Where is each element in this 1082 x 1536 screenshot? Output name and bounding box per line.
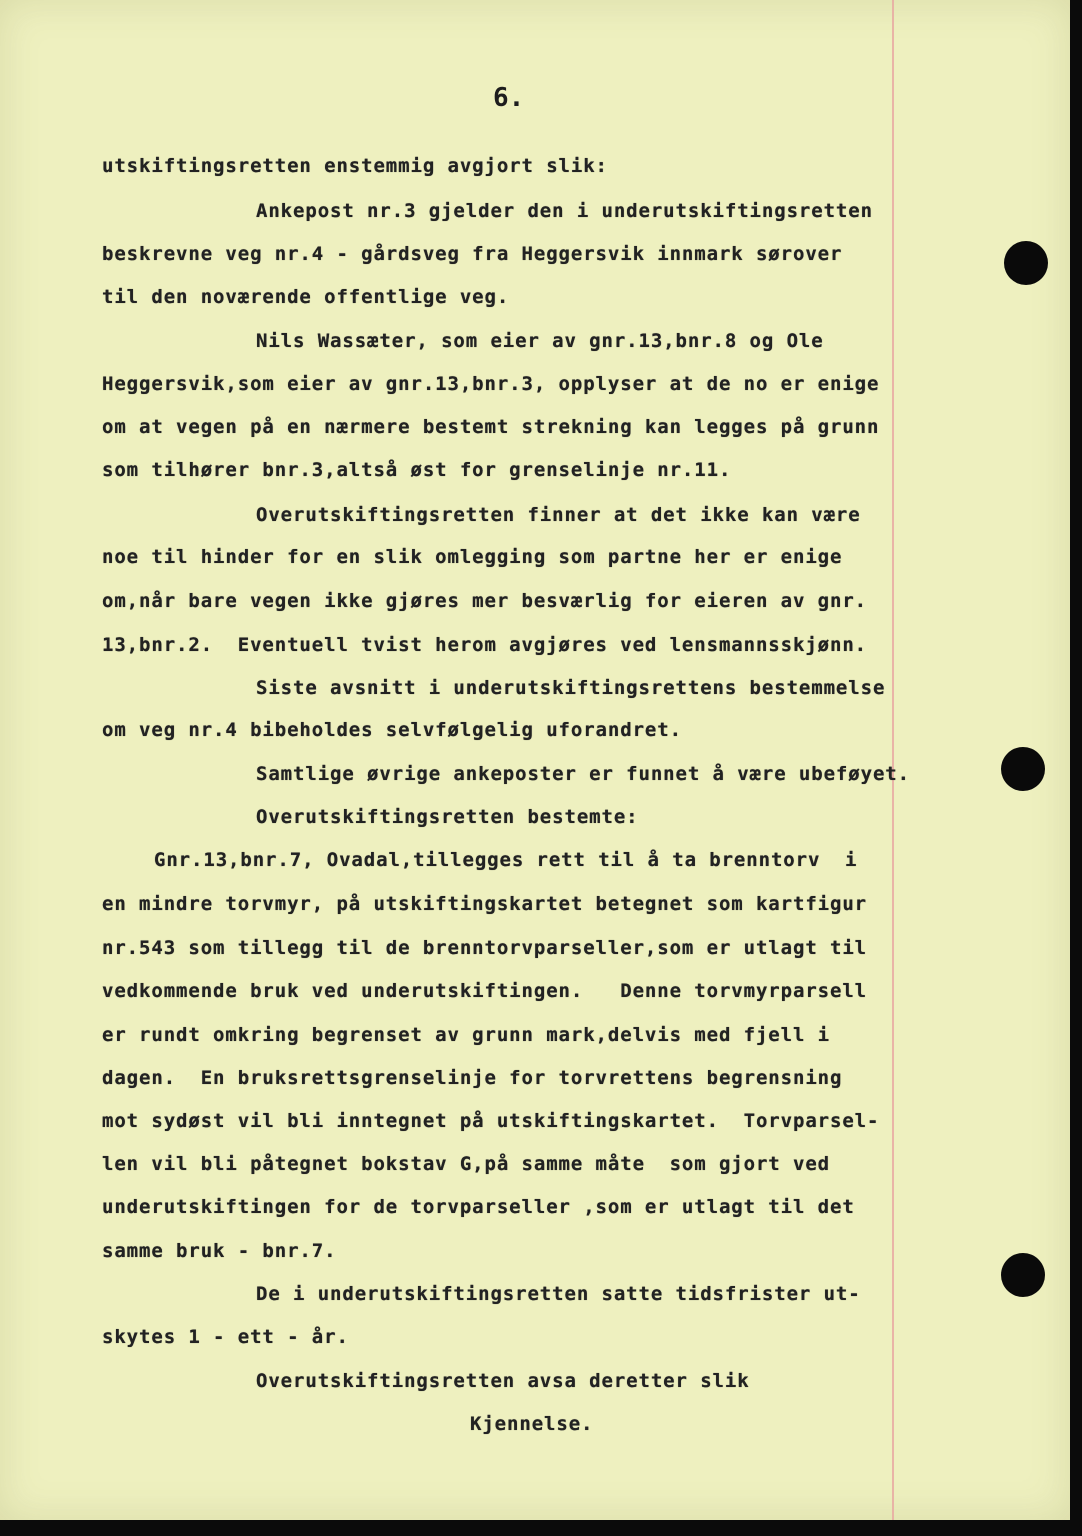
margin-rule	[892, 0, 894, 1520]
text-line: skytes 1 - ett - år.	[102, 1326, 349, 1348]
text-line: Ankepost nr.3 gjelder den i underutskiftingsretten	[256, 200, 873, 222]
text-line: Overutskiftingsretten finner at det ikke kan være	[256, 504, 861, 526]
text-line: Siste avsnitt i underutskiftingsrettens bestemmelse	[256, 677, 886, 699]
text-line: noe til hinder for en slik omlegging som partne her er enige	[102, 546, 843, 568]
text-line: mot sydøst vil bli inntegnet på utskiftingskartet. Torvparsel-	[102, 1110, 880, 1132]
text-line: til den noværende offentlige veg.	[102, 286, 510, 308]
text-line: er rundt omkring begrenset av grunn mark,delvis med fjell i	[102, 1024, 830, 1046]
punch-hole-middle	[1001, 747, 1045, 791]
text-line: om veg nr.4 bibeholdes selvfølgelig uforandret.	[102, 719, 682, 741]
text-line: De i underutskiftingsretten satte tidsfrister ut-	[256, 1283, 861, 1305]
text-line: om,når bare vegen ikke gjøres mer besværlig for eieren av gnr.	[102, 590, 868, 612]
page-number: 6.	[493, 83, 525, 113]
text-line: Kjennelse.	[470, 1413, 594, 1435]
text-line: 13,bnr.2. Eventuell tvist herom avgjøres ved lensmannsskjønn.	[102, 634, 868, 656]
text-line: beskrevne veg nr.4 - gårdsveg fra Heggersvik innmark sørover	[102, 243, 843, 265]
punch-hole-bottom	[1001, 1253, 1045, 1297]
text-line: Heggersvik,som eier av gnr.13,bnr.3, opplyser at de no er enige	[102, 373, 880, 395]
text-line: som tilhører bnr.3,altså øst for grenselinje nr.11.	[102, 459, 732, 481]
text-line: vedkommende bruk ved underutskiftingen. Denne torvmyrparsell	[102, 980, 868, 1002]
text-line: Nils Wassæter, som eier av gnr.13,bnr.8 og Ole	[256, 330, 824, 352]
text-line: len vil bli påtegnet bokstav G,på samme måte som gjort ved	[102, 1153, 830, 1175]
text-line: en mindre torvmyr, på utskiftingskartet betegnet som kartfigur	[102, 893, 868, 915]
text-line: om at vegen på en nærmere bestemt strekning kan legges på grunn	[102, 416, 880, 438]
text-line: nr.543 som tillegg til de brenntorvparseller,som er utlagt til	[102, 937, 868, 959]
text-line: samme bruk - bnr.7.	[102, 1240, 337, 1262]
text-line: utskiftingsretten enstemmig avgjort slik:	[102, 155, 608, 177]
punch-hole-top	[1004, 241, 1048, 285]
text-line: dagen. En bruksrettsgrenselinje for torvrettens begrensning	[102, 1067, 843, 1089]
text-line: underutskiftingen for de torvparseller ,som er utlagt til det	[102, 1196, 855, 1218]
text-line: Overutskiftingsretten bestemte:	[256, 806, 639, 828]
text-line: Gnr.13,bnr.7, Ovadal,tillegges rett til å ta brenntorv i	[154, 849, 858, 871]
text-line: Overutskiftingsretten avsa deretter slik	[256, 1370, 750, 1392]
text-line: Samtlige øvrige ankeposter er funnet å være ubeføyet.	[256, 763, 910, 785]
